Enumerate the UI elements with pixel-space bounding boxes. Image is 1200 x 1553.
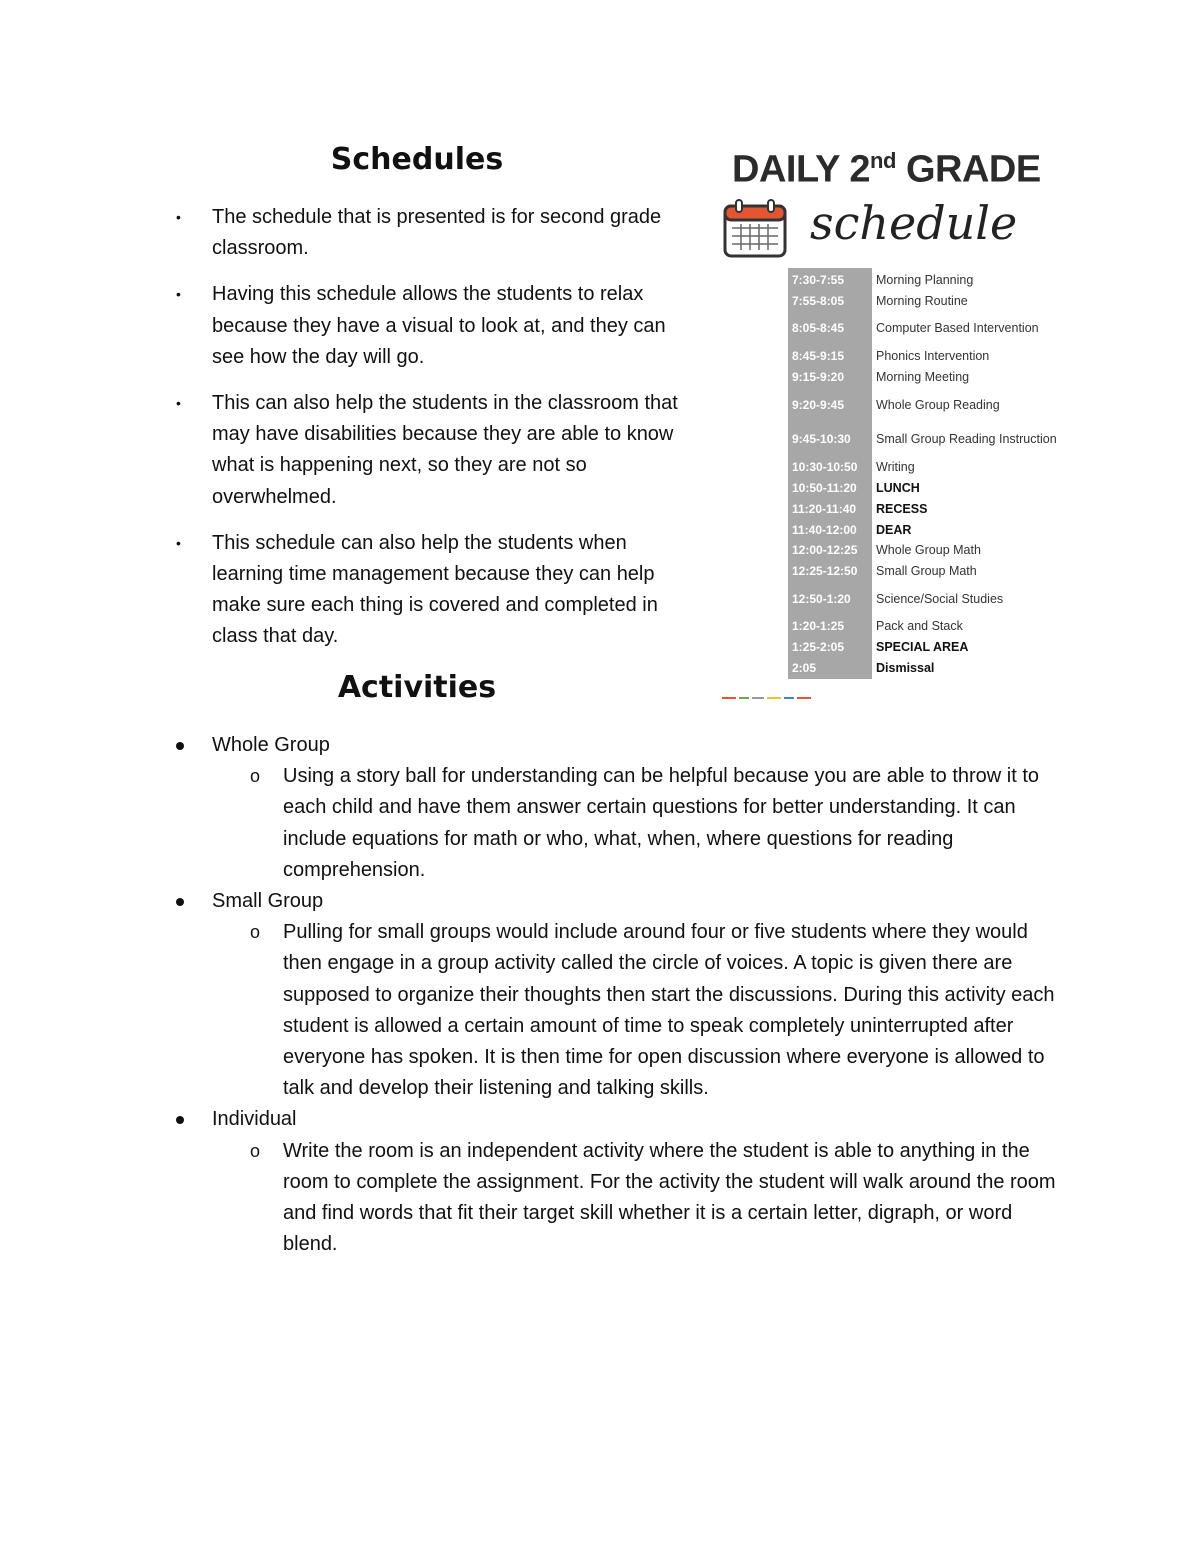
schedule-row xyxy=(788,658,1080,678)
schedule-activity: Science/Social Studies xyxy=(876,592,1004,606)
schedule-time: 12:00-12:25 xyxy=(788,540,872,560)
schedule-activity: Morning Routine xyxy=(876,294,968,308)
calendar-icon xyxy=(722,198,788,258)
schedule-bullet-list xyxy=(170,202,700,668)
activity-item xyxy=(170,730,1070,761)
schedule-time: 7:55-8:05 xyxy=(788,291,872,311)
bullet-item xyxy=(170,202,700,264)
schedule-activity: Whole Group Math xyxy=(876,543,981,557)
bullet-text: This can also help the students in the classroom that may have disabilities because they are able to know what is happening next, so they are not so overwhelmed. xyxy=(212,392,678,508)
activity-detail xyxy=(170,917,1070,1104)
schedule-row xyxy=(788,429,1080,449)
schedule-time: 11:20-11:40 xyxy=(788,499,872,519)
graphic-footer-decoration xyxy=(722,686,837,690)
schedule-time: 7:30-7:55 xyxy=(788,270,872,290)
schedule-activity: LUNCH xyxy=(876,481,920,495)
schedule-activity: Dismissal xyxy=(876,661,935,675)
bullet-dot xyxy=(176,742,184,750)
schedule-time: 1:25-2:05 xyxy=(788,637,872,657)
schedule-activity: SPECIAL AREA xyxy=(876,640,969,654)
bullet-mark: • xyxy=(176,286,181,303)
bullet-mark: • xyxy=(176,209,181,225)
bullet-item xyxy=(170,388,700,513)
sub-bullet-circle: o xyxy=(250,766,261,787)
activity-detail xyxy=(170,761,1070,886)
activity-item xyxy=(170,1104,1070,1135)
bullet-text: The schedule that is presented is for second grade classroom. xyxy=(212,206,662,260)
schedule-activity: Phonics Intervention xyxy=(876,349,990,363)
sub-bullet-circle: o xyxy=(250,1140,261,1161)
bullet-item xyxy=(170,279,700,373)
activity-detail-text: Using a story ball for understanding can be helpful because you are able to throw it to each child and have them answer certain questions for better understanding. It can include equations for math or who, what, when, where questions for reading comprehension. xyxy=(283,765,1040,881)
schedule-row xyxy=(788,457,1080,477)
schedule-activity: Morning Planning xyxy=(876,273,974,287)
activities-list xyxy=(170,730,1070,1260)
sub-bullet-circle: o xyxy=(250,922,261,943)
schedule-activity: Whole Group Reading xyxy=(876,398,1000,412)
schedule-time: 12:25-12:50 xyxy=(788,561,872,581)
activity-detail xyxy=(170,1136,1070,1261)
schedule-row xyxy=(788,561,1080,581)
schedule-row xyxy=(788,346,1080,366)
activity-detail-text: Write the room is an independent activity where the student is able to anything in the room to complete the assignment. For the activity the student will walk around the room and find words that fit their target skill whether it is a certain letter, digraph, or word blend. xyxy=(283,1139,1056,1256)
activity-item xyxy=(170,886,1070,917)
activities-heading: Activities xyxy=(337,670,497,705)
bullet-dot xyxy=(176,898,184,906)
graphic-title-end: GRADE xyxy=(895,148,1041,191)
graphic-title-main: DAILY 2 xyxy=(732,148,871,191)
bullet-mark: • xyxy=(176,395,181,412)
schedule-time: 10:50-11:20 xyxy=(788,478,872,498)
schedules-heading: Schedules xyxy=(330,142,504,177)
schedule-time: 11:40-12:00 xyxy=(788,520,872,540)
schedule-time: 8:45-9:15 xyxy=(788,346,872,366)
schedule-time: 8:05-8:45 xyxy=(788,318,872,338)
schedule-time: 9:45-10:30 xyxy=(788,429,872,449)
schedule-row xyxy=(788,540,1080,560)
schedule-time: 1:20-1:25 xyxy=(788,616,872,636)
daily-schedule-graphic xyxy=(720,148,1080,698)
schedule-row xyxy=(788,270,1080,290)
graphic-script-title: schedule xyxy=(810,196,1018,250)
schedule-time: 2:05 xyxy=(788,658,872,678)
schedule-row xyxy=(788,616,1080,636)
schedule-activity: Computer Based Intervention xyxy=(876,321,1039,335)
schedule-activity: Small Group Math xyxy=(876,564,977,578)
schedule-row xyxy=(788,520,1080,540)
activity-label: Individual xyxy=(212,1108,297,1131)
activity-label: Whole Group xyxy=(212,734,330,756)
schedule-time: 9:15-9:20 xyxy=(788,367,872,387)
schedule-row xyxy=(788,395,1080,415)
schedule-row xyxy=(788,637,1080,657)
graphic-title xyxy=(732,148,1041,192)
schedule-activity: Writing xyxy=(876,460,915,474)
schedule-row xyxy=(788,589,1080,609)
bullet-mark: • xyxy=(176,534,181,551)
schedule-row xyxy=(788,367,1080,387)
graphic-title-sup: nd xyxy=(870,148,896,173)
bullet-text: This schedule can also help the students when learning time management because they can help make sure each thing is covered and completed in class that day. xyxy=(212,531,658,648)
activity-detail-text: Pulling for small groups would include around four or five students where they would then engage in a group activity called the circle of voices. A topic is given there are supposed to organize their thoughts then start the discussions. During this activity each student is allowed a certain amount of time to speak completely uninterrupted after everyone has spoken. It is then time for open discussion where everyone is allowed to talk and develop their listening and talking skills. xyxy=(283,921,1055,1100)
schedule-row xyxy=(788,291,1080,311)
schedule-time: 12:50-1:20 xyxy=(788,589,872,609)
schedule-time: 9:20-9:45 xyxy=(788,395,872,415)
bullet-item xyxy=(170,528,700,653)
schedule-row xyxy=(788,318,1080,338)
bullet-text: Having this schedule allows the students to relax because they have a visual to look at, and they can see how the day will go. xyxy=(212,283,666,368)
schedule-activity: DEAR xyxy=(876,523,912,537)
schedule-activity: RECESS xyxy=(876,502,928,516)
schedule-activity: Pack and Stack xyxy=(876,619,963,633)
schedule-row xyxy=(788,499,1080,519)
bullet-dot xyxy=(176,1116,184,1124)
schedule-activity: Morning Meeting xyxy=(876,370,970,384)
schedule-time: 10:30-10:50 xyxy=(788,457,872,477)
schedule-activity: Small Group Reading Instruction xyxy=(876,432,1057,446)
activity-label: Small Group xyxy=(212,890,324,913)
schedule-row xyxy=(788,478,1080,498)
